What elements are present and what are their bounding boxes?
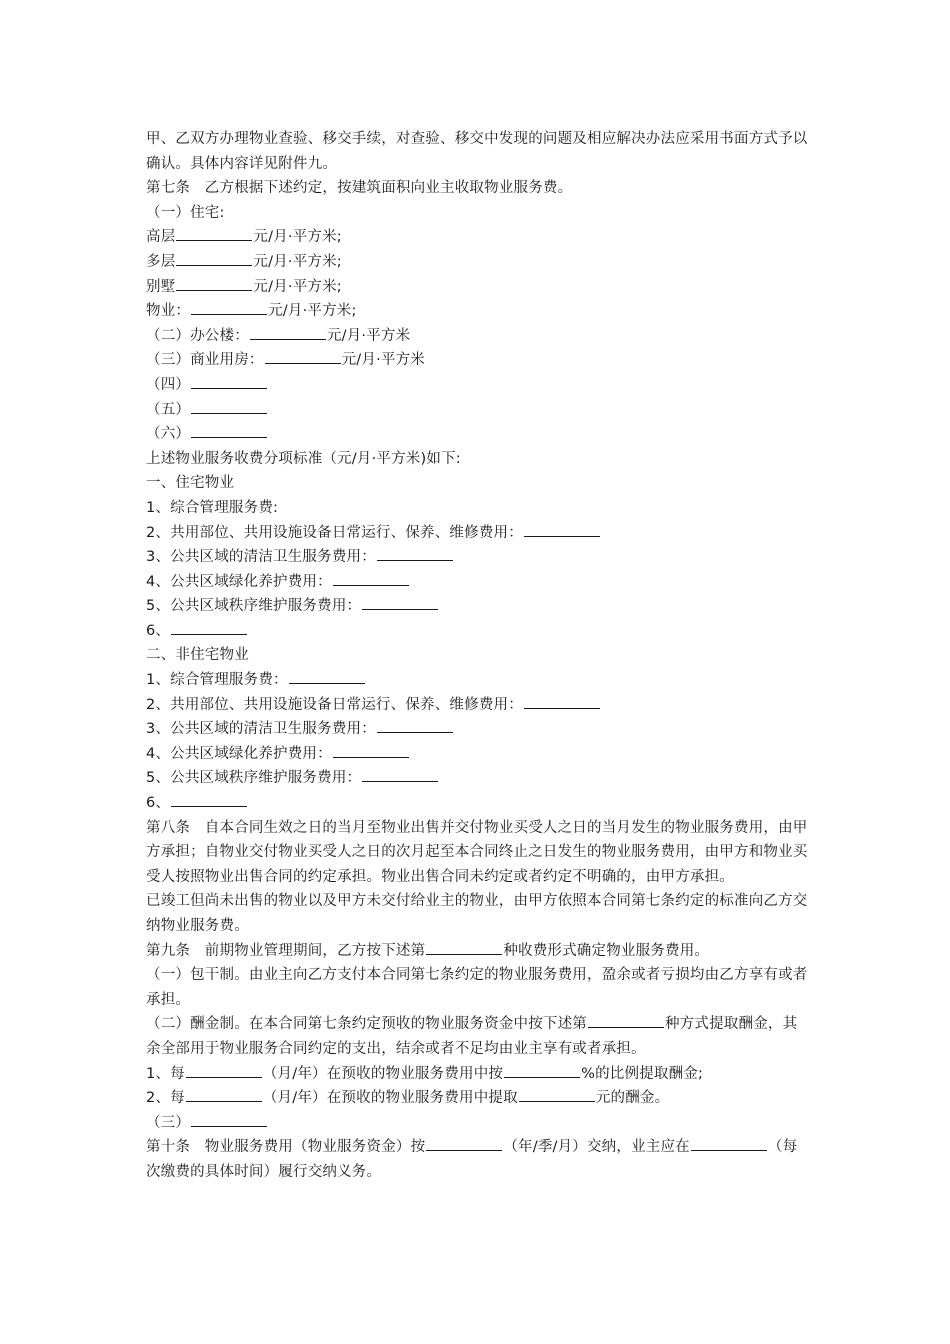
item-label: 3、公共区域的清洁卫生服务费用：	[146, 549, 376, 566]
section-nonresidential-title: 二、非住宅物业	[146, 647, 249, 664]
item-label: 1、综合管理服务费：	[146, 672, 288, 689]
blank-field	[588, 1012, 664, 1028]
item-label: 2、共用部位、共用设施设备日常运行、保养、维修费用：	[146, 696, 523, 713]
commission-system	[146, 1012, 810, 1061]
fee-label: （二）办公楼：	[146, 327, 249, 344]
blank-field	[333, 570, 409, 586]
fee-other-4	[146, 373, 810, 398]
fee-label: （三）商业用房：	[146, 352, 264, 369]
list-item	[146, 496, 810, 521]
fee-villa	[146, 275, 810, 300]
fee-property	[146, 299, 810, 324]
blank-field	[289, 668, 365, 684]
article-text: （二）酬金制。在本合同第七条约定预收的物业服务资金中按下述第	[146, 1016, 587, 1033]
list-item	[146, 521, 810, 546]
blank-field	[191, 398, 267, 414]
document-page	[146, 127, 810, 1185]
blank-field	[426, 939, 502, 955]
residential-heading: （一）住宅:	[146, 204, 225, 221]
blank-field	[186, 1062, 262, 1078]
item-label: （三）	[146, 1114, 191, 1131]
commission-item-1	[146, 1062, 810, 1087]
blank-field	[186, 1086, 262, 1102]
list-item	[146, 693, 810, 718]
fee-office	[146, 324, 810, 349]
commission-item-2	[146, 1086, 810, 1111]
item-label: 4、公共区域绿化养护费用：	[146, 745, 332, 762]
fee-label: 高层	[146, 229, 176, 246]
blank-field	[191, 299, 267, 315]
fee-unit: 元/月·平方米;	[253, 229, 342, 246]
list-item	[146, 570, 810, 595]
article-text: （每次缴费的具体时间）履行交纳义务。	[146, 1139, 798, 1180]
blank-field	[176, 250, 252, 266]
blank-field	[377, 717, 453, 733]
blank-field	[519, 1086, 595, 1102]
fee-label: 别墅	[146, 278, 176, 295]
paragraph-handover: 甲、乙双方办理物业查验、移交手续，对查验、移交中发现的问题及相应解决办法应采用书面方式予以确认。具体内容详见附件九。	[146, 131, 808, 172]
blank-field	[250, 324, 326, 340]
blank-field	[524, 521, 600, 537]
commission-item-3	[146, 1111, 810, 1136]
article-text: 第九条 前期物业管理期间，乙方按下述第	[146, 942, 426, 959]
blank-field	[191, 1111, 267, 1127]
article-9	[146, 939, 810, 964]
blank-field	[524, 693, 600, 709]
list-item	[146, 766, 810, 791]
list-item	[146, 791, 810, 816]
fee-label: 多层	[146, 253, 176, 270]
blank-field	[426, 1135, 502, 1151]
article-7: 第七条 乙方根据下述约定，按建筑面积向业主收取物业服务费。	[146, 180, 573, 197]
fee-label: （五）	[146, 401, 191, 418]
fee-label: （四）	[146, 376, 191, 393]
blank-field	[171, 791, 247, 807]
item-label: 3、公共区域的清洁卫生服务费用：	[146, 721, 376, 738]
fee-other-5	[146, 398, 810, 423]
lump-sum-system: （一）包干制。由业主向乙方支付本合同第七条约定的物业服务费用，盈余或者亏损均由乙方享有或者承担。	[146, 967, 808, 1008]
item-label: 1、综合管理服务费:	[146, 499, 279, 516]
blank-field	[504, 1062, 580, 1078]
fee-unit: 元/月·平方米;	[268, 303, 357, 320]
item-label: %的比例提取酬金;	[581, 1065, 704, 1082]
article-8-supplement: 已竣工但尚未出售的物业以及甲方未交付给业主的物业，由甲方依照本合同第七条约定的标准向乙方交纳物业服务费。	[146, 893, 808, 934]
item-label: 6、	[146, 622, 171, 639]
fee-unit: 元/月·平方米;	[253, 278, 342, 295]
fee-unit: 元/月·平方米	[341, 352, 426, 369]
list-item	[146, 742, 810, 767]
section-residential-title: 一、住宅物业	[146, 475, 235, 492]
blank-field	[191, 373, 267, 389]
list-item	[146, 668, 810, 693]
list-item	[146, 594, 810, 619]
item-label: 5、公共区域秩序维护服务费用：	[146, 770, 362, 787]
article-text: 第十条 物业服务费用（物业服务资金）按	[146, 1139, 426, 1156]
fee-commercial	[146, 348, 810, 373]
item-label: 2、每	[146, 1090, 185, 1107]
item-label: （月/年）在预收的物业服务费用中按	[262, 1065, 504, 1082]
fee-other-6	[146, 422, 810, 447]
item-label: （月/年）在预收的物业服务费用中提取	[262, 1090, 518, 1107]
item-label: 1、每	[146, 1065, 185, 1082]
list-item	[146, 545, 810, 570]
article-text: 种方式提取酬金，其余全部用于物业服务合同约定的支出，结余或者不足均由业主享有或者承担。	[146, 1016, 798, 1057]
article-text: （年/季/月）交纳，业主应在	[503, 1139, 690, 1156]
item-label: 2、共用部位、共用设施设备日常运行、保养、维修费用：	[146, 524, 523, 541]
blank-field	[691, 1135, 767, 1151]
blank-field	[377, 545, 453, 561]
blank-field	[191, 422, 267, 438]
blank-field	[176, 225, 252, 241]
breakdown-intro: 上述物业服务收费分项标准（元/月·平方米)如下:	[146, 450, 461, 467]
article-8: 第八条 自本合同生效之日的当月至物业出售并交付物业买受人之日的当月发生的物业服务费用，由甲方承担；自物业交付物业买受人之日的次月起至本合同终止之日发生的物业服务费用，由甲方和物业买受人按照物业出售合同的约定承担。物业出售合同未约定或者约定不明确的，由甲方承担。	[146, 819, 808, 885]
blank-field	[171, 619, 247, 635]
blank-field	[176, 275, 252, 291]
blank-field	[362, 766, 438, 782]
item-label: 元的酬金。	[595, 1090, 670, 1107]
blank-field	[362, 594, 438, 610]
list-item	[146, 717, 810, 742]
blank-field	[333, 742, 409, 758]
fee-multi-storey	[146, 250, 810, 275]
fee-label: 物业：	[146, 303, 191, 320]
fee-high-rise	[146, 225, 810, 250]
fee-unit: 元/月·平方米;	[253, 253, 342, 270]
fee-label: （六）	[146, 426, 191, 443]
article-text: 种收费形式确定物业服务费用。	[503, 942, 710, 959]
item-label: 6、	[146, 795, 171, 812]
item-label: 5、公共区域秩序维护服务费用：	[146, 598, 362, 615]
fee-unit: 元/月·平方米	[326, 327, 411, 344]
item-label: 4、公共区域绿化养护费用：	[146, 573, 332, 590]
list-item	[146, 619, 810, 644]
article-10	[146, 1135, 810, 1184]
blank-field	[265, 348, 341, 364]
